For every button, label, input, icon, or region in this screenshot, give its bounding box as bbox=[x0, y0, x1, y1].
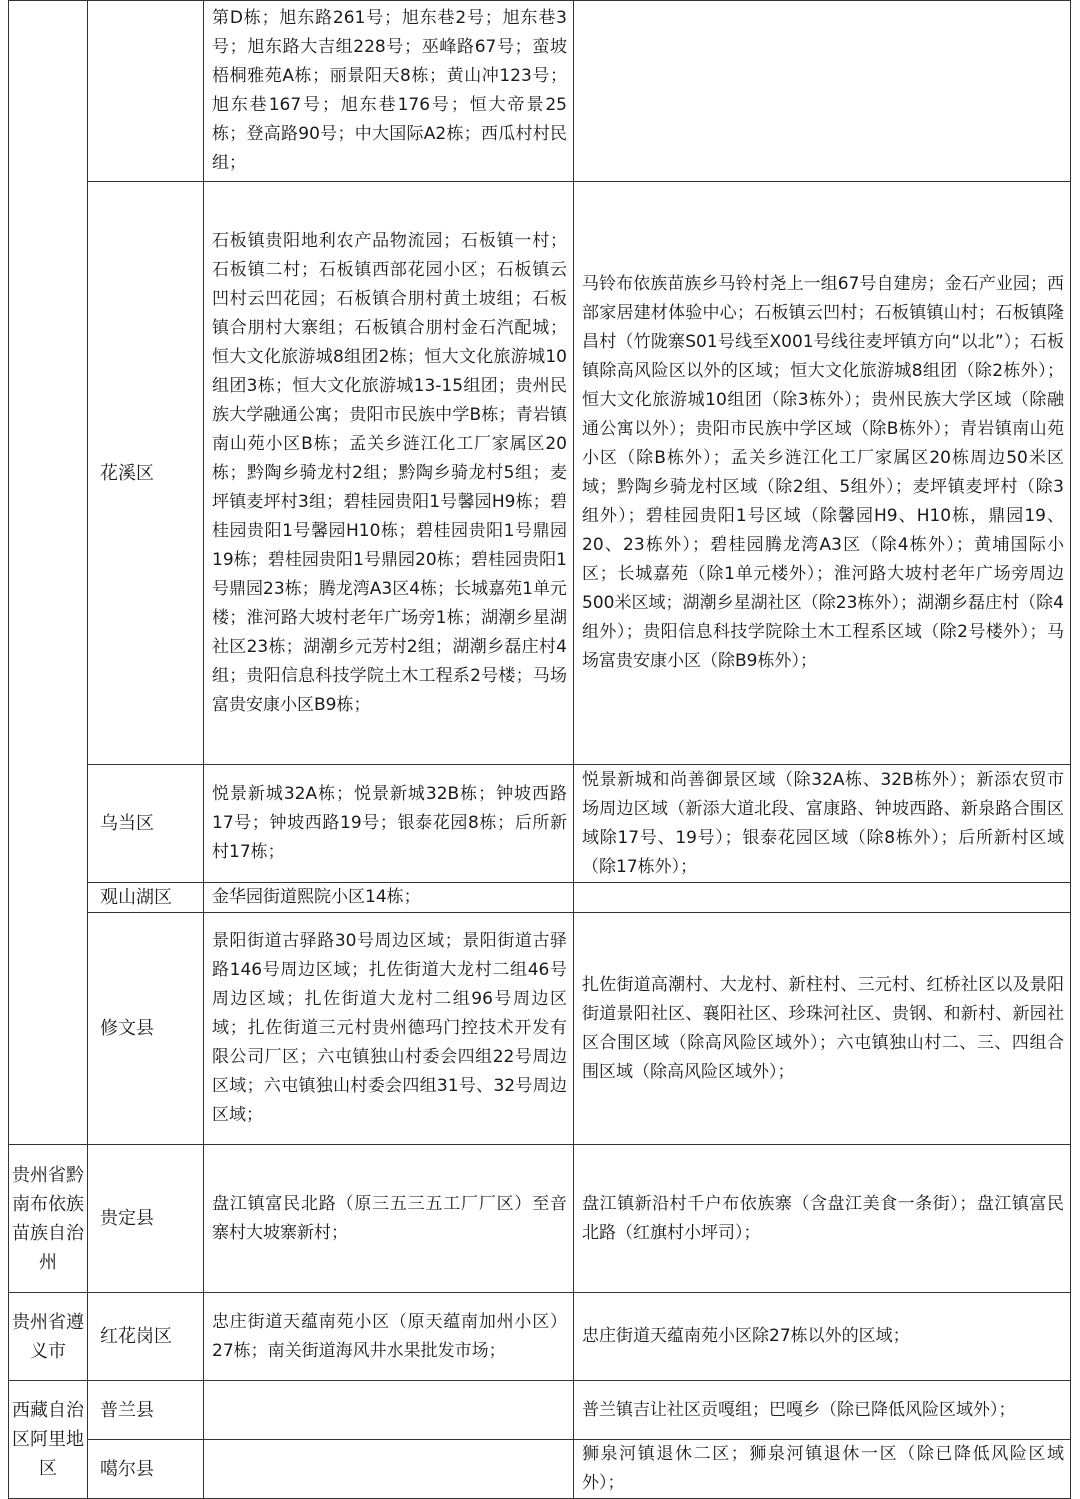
medium-risk-cell: 马铃布依族苗族乡马铃村尧上一组67号自建房；金石产业园；西部家居建材体验中心；石板镇云凹村；石板镇镇山村；石板镇隆昌村（竹陇寨S01号线至X001号线往麦坪镇方向“以北”）；石板镇除高风险区以外的区域；恒大文化旅游城8组团（除2栋外）；恒大文化旅游城10组团（除3栋外）；贵州民族大学区域（除融通公寓以外）；贵阳市民族中学区域（除B栋外）；青岩镇南山苑小区（除B栋外）；孟关乡涟江化工厂家属区20栋周边50米区域；黔陶乡骑龙村区域（除2组、5组外）；麦坪镇麦坪村（除3组外）；碧桂园贵阳1号区域（除馨园H9、H10栋，鼎园19、20、23栋外）；碧桂园腾龙湾A3区（除4栋外）；黄埔国际小区；长城嘉苑（除1单元楼外）；淮河路大坡村老年广场旁周边500米区域；湖潮乡星湖社区（除23栋外）；湖潮乡磊庄村（除4组外）；贵阳信息科技学院除土木工程系区域（除2号楼外）；马场富贵安康小区（除B9栋外）； bbox=[574, 182, 1071, 765]
district-cell: 修文县 bbox=[88, 913, 204, 1145]
table-row bbox=[9, 1381, 1071, 1440]
medium-risk-cell: 忠庄街道天蕴南苑小区除27栋以外的区域； bbox=[574, 1293, 1071, 1381]
table-row bbox=[9, 1440, 1071, 1499]
risk-area-table bbox=[8, 0, 1071, 1499]
province-cell bbox=[9, 1, 88, 1145]
medium-risk-cell: 狮泉河镇退休二区；狮泉河镇退休一区（除已降低风险区域外）； bbox=[574, 1440, 1071, 1499]
district-cell: 噶尔县 bbox=[88, 1440, 204, 1499]
district-cell: 普兰县 bbox=[88, 1381, 204, 1440]
high-risk-cell: 第D栋；旭东路261号；旭东巷2号；旭东巷3号；旭东路大吉组228号；巫峰路67号；蛮坡梧桐雅苑A栋；丽景阳天8栋；黄山冲123号；旭东巷167号；旭东巷176号；恒大帝景25栋；登高路90号；中大国际A2栋；西瓜村村民组； bbox=[204, 1, 574, 182]
high-risk-cell: 悦景新城32A栋；悦景新城32B栋；钟坡西路17号；钟坡西路19号；银泰花园8栋；后所新村17栋； bbox=[204, 765, 574, 883]
medium-risk-cell bbox=[574, 883, 1071, 913]
high-risk-cell: 景阳街道古驿路30号周边区域；景阳街道古驿路146号周边区域；扎佐街道大龙村二组46号周边区域；扎佐街道大龙村二组96号周边区域；扎佐街道三元村贵州德玛门控技术开发有限公司厂区；六屯镇独山村委会四组22号周边区域；六屯镇独山村委会四组31号、32号周边区域； bbox=[204, 913, 574, 1145]
district-cell bbox=[88, 1, 204, 182]
high-risk-cell: 忠庄街道天蕴南苑小区（原天蕴南加州小区）27栋；南关街道海风井水果批发市场； bbox=[204, 1293, 574, 1381]
high-risk-cell bbox=[204, 1381, 574, 1440]
high-risk-cell bbox=[204, 1440, 574, 1499]
province-cell: 西藏自治区阿里地区 bbox=[9, 1381, 88, 1499]
table-row bbox=[9, 913, 1071, 1145]
high-risk-cell: 金华园街道熙院小区14栋； bbox=[204, 883, 574, 913]
high-risk-cell: 盘江镇富民北路（原三五三五工厂厂区）至音寨村大坡寨新村； bbox=[204, 1145, 574, 1293]
medium-risk-cell bbox=[574, 1, 1071, 182]
table-row bbox=[9, 1, 1071, 182]
district-cell: 贵定县 bbox=[88, 1145, 204, 1293]
medium-risk-cell: 盘江镇新沿村千户布依族寨（含盘江美食一条街）；盘江镇富民北路（红旗村小坪司）； bbox=[574, 1145, 1071, 1293]
table-row bbox=[9, 1145, 1071, 1293]
table-row bbox=[9, 182, 1071, 765]
district-cell: 乌当区 bbox=[88, 765, 204, 883]
high-risk-cell: 石板镇贵阳地利农产品物流园；石板镇一村；石板镇二村；石板镇西部花园小区；石板镇云凹村云凹花园；石板镇合朋村黄土坡组；石板镇合朋村大寨组；石板镇合朋村金石汽配城；恒大文化旅游城8组团2栋；恒大文化旅游城10组团3栋；恒大文化旅游城13-15组团；贵州民族大学融通公寓；贵阳市民族中学B栋；青岩镇南山苑小区B栋；孟关乡涟江化工厂家属区20栋；黔陶乡骑龙村2组；黔陶乡骑龙村5组；麦坪镇麦坪村3组；碧桂园贵阳1号馨园H9栋；碧桂园贵阳1号馨园H10栋；碧桂园贵阳1号鼎园19栋；碧桂园贵阳1号鼎园20栋；碧桂园贵阳1号鼎园23栋；腾龙湾A3区4栋；长城嘉苑1单元楼；淮河路大坡村老年广场旁1栋；湖潮乡星湖社区23栋；湖潮乡元芳村2组；湖潮乡磊庄村4组；贵阳信息科技学院土木工程系2号楼；马场富贵安康小区B9栋； bbox=[204, 182, 574, 765]
table-row bbox=[9, 883, 1071, 913]
district-cell: 红花岗区 bbox=[88, 1293, 204, 1381]
medium-risk-cell: 普兰镇吉让社区贡嘎组；巴嘎乡（除已降低风险区域外）； bbox=[574, 1381, 1071, 1440]
medium-risk-cell: 扎佐街道高潮村、大龙村、新柱村、三元村、红桥社区以及景阳街道景阳社区、襄阳社区、珍珠河社区、贵钢、和新村、新园社区合围区域（除高风险区域外）；六屯镇独山村二、三、四组合围区域（除高风险区域外）； bbox=[574, 913, 1071, 1145]
document-page bbox=[8, 0, 1070, 1498]
medium-risk-cell: 悦景新城和尚善御景区域（除32A栋、32B栋外）；新添农贸市场周边区域（新添大道北段、富康路、钟坡西路、新泉路合围区域除17号、19号）；银泰花园区域（除8栋外）；后所新村区域（除17栋外）； bbox=[574, 765, 1071, 883]
table-row bbox=[9, 765, 1071, 883]
province-cell: 贵州省遵义市 bbox=[9, 1293, 88, 1381]
district-cell: 花溪区 bbox=[88, 182, 204, 765]
table-row bbox=[9, 1293, 1071, 1381]
district-cell: 观山湖区 bbox=[88, 883, 204, 913]
province-cell: 贵州省黔南布依族苗族自治州 bbox=[9, 1145, 88, 1293]
